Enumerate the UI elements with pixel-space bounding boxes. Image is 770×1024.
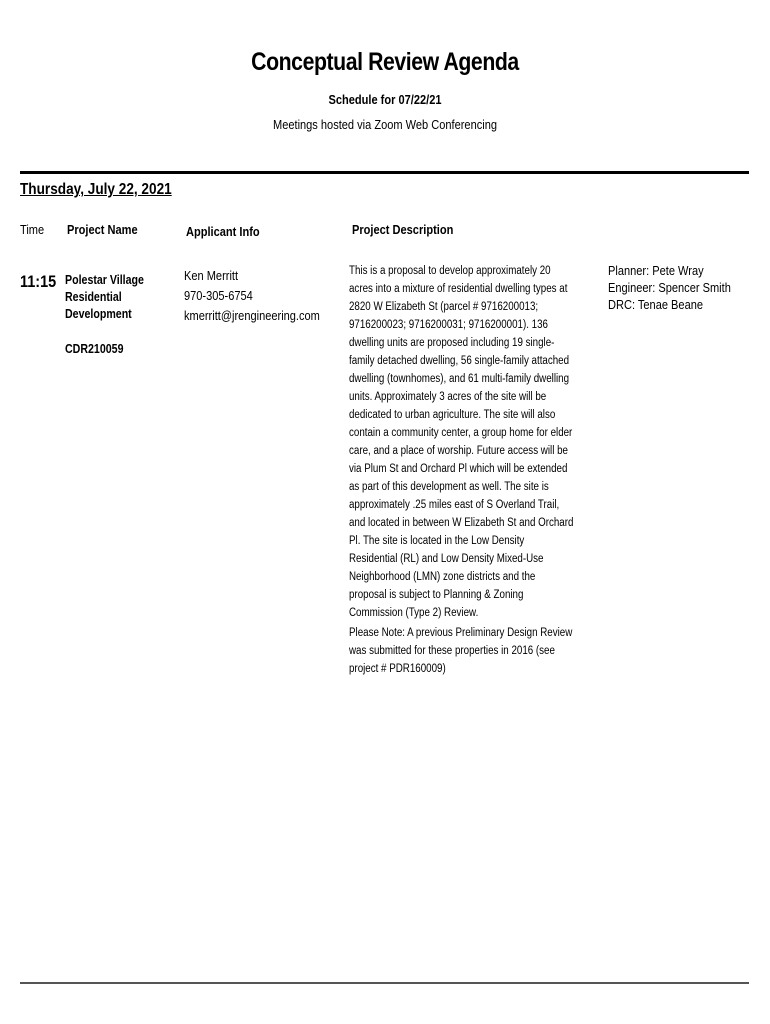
project-name [65,272,167,323]
column-header-applicant-info: Applicant Info [186,224,260,239]
applicant-phone: 970-305-6754 [184,288,253,303]
staff-drc: DRC: Tenae Beane [608,297,704,312]
project-name-line: Residential [65,290,122,304]
project-description: This is a proposal to develop approximately 20 acres into a mixture of residential dwelling types at 2820 W Elizabeth St (parcel # 9716200013; 9716200023; 9716200031; 9716200001). 136 dwelling units are proposed including 19 single-family detached dwelling, 56 single-family attached dwelling (townhomes), and 61 multi-family dwelling units. Approximately 3 acres of the site will be dedicated to urban agriculture. The site will also contain a community center, a group home for elder care, and a place of worship. Future access will be via Plum St and Orchard Pl which will be extended as part of this development as well. The site is approximately .25 miles east of S Overland Trail, and located in between W Elizabeth St and Orchard Pl. The site is located in the Low Density Residential (RL) and Low Density Mixed-Use Neighborhood (LMN) zone districts and the proposal is subject to Planning & Zoning Commission (Type 2) Review. [349,265,574,619]
applicant-info [184,266,320,326]
staff-engineer: Engineer: Spencer Smith [608,280,731,295]
top-divider [20,171,749,174]
project-note: Please Note: A previous Preliminary Design Review was submitted for these properties in 2016 (see project # PDR160009) [349,627,573,675]
bottom-divider [20,982,749,984]
column-header-project-description: Project Description [352,222,454,237]
page-title: Conceptual Review Agenda [251,48,519,76]
column-header-project-name: Project Name [67,222,138,237]
staff-assignments [608,262,731,313]
meeting-info: Meetings hosted via Zoom Web Conferencing [272,117,497,132]
day-heading: Thursday, July 22, 2021 [20,181,172,198]
applicant-name: Ken Merritt [184,268,239,283]
project-name-line: Polestar Village [65,273,144,287]
project-name-line: Development [65,307,132,321]
project-id: CDR210059 [65,342,124,356]
applicant-email: kmerritt@jrengineering.com [184,308,320,323]
column-header-time: Time [20,222,45,237]
row-time: 11:15 [20,272,57,291]
schedule-date: Schedule for 07/22/21 [328,92,442,107]
staff-planner: Planner: Pete Wray [608,263,704,278]
